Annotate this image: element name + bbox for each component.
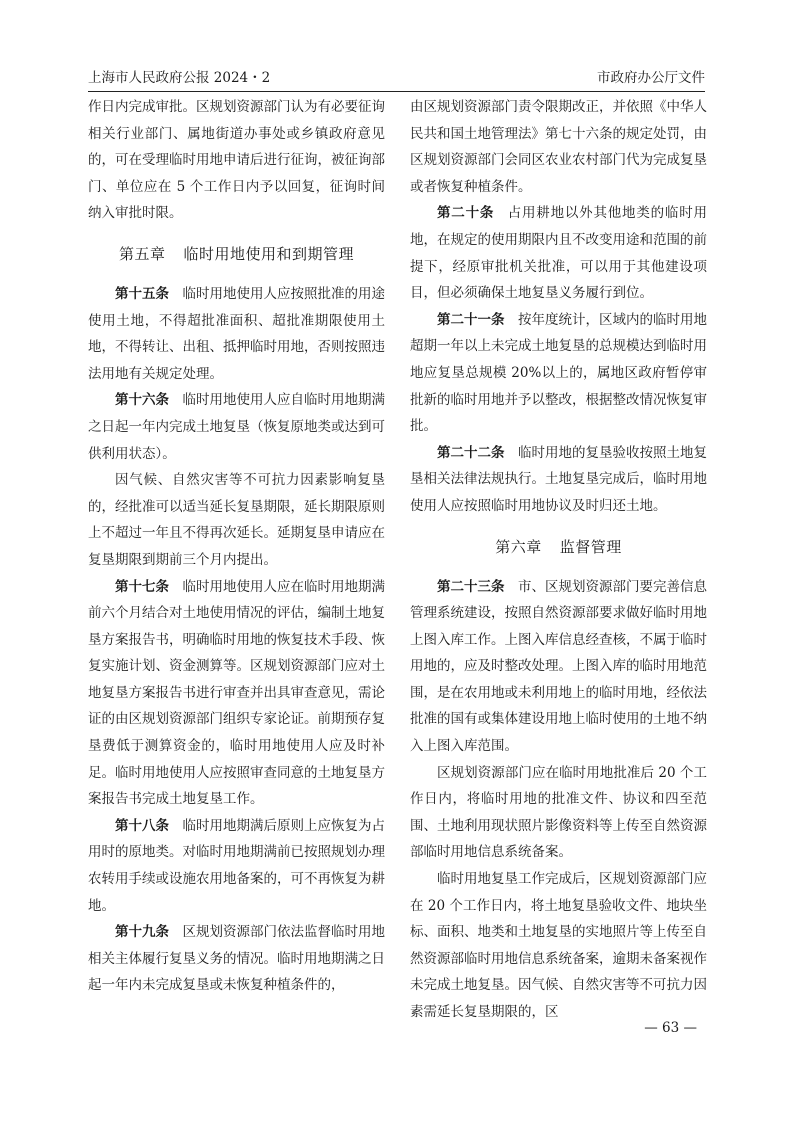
article-number: 第十六条 [115, 392, 169, 409]
paragraph-text: 因气候、自然灾害等不可抗力因素影响复垦的，经批准可以适当延长复垦期限，延长期限原则上不超过一年且不得再次延长。延期复垦申请应在复垦期限到期前三个月内提出。 [88, 472, 385, 568]
paragraph-text: 区规划资源部门应在临时用地批准后 20 个工作日内，将临时用地的批准文件、协议和四至范围、土地利用现状照片影像资料等上传至自然资源部临时用地信息系统备案。 [410, 764, 707, 861]
chapter-heading [410, 534, 707, 560]
article-number: 第十九条 [115, 924, 169, 941]
paragraph-text: 临时用地复垦工作完成后，区规划资源部门应在 20 个工作日内，将土地复垦验收文件、地块坐标、面积、地类和土地复垦的实地照片等上传至自然资源部临时用地信息系统备案，逾期未备案视作未完成土地复垦。因气候、自然灾害等不可抗力因素需延长复垦期限的，区 [410, 871, 707, 1020]
left-column [88, 94, 385, 999]
right-column [410, 94, 707, 1026]
paragraph [88, 94, 385, 227]
paragraph-text: 占用耕地以外其他地类的临时用地，在规定的使用期限内且不改变用途和范围的前提下，经原审批机关批准，可以用于其他建设项目，但必须确保土地复垦义务履行到位。 [410, 205, 708, 302]
paragraph-text: 临时用地使用人应自临时用地期满之日起一年内完成土地复垦（恢复原地类或达到可供利用状态）。 [88, 392, 385, 462]
paragraph-text: 按年度统计，区域内的临时用地超期一年以上未完成土地复垦的总规模达到临时用地应复垦总规模 20%以上的，属地区政府暂停审批新的临时用地并予以整改，根据整改情况恢复审批。 [410, 311, 707, 435]
paragraph-text: 区规划资源部门依法监督临时用地相关主体履行复垦义务的情况。临时用地期满之日起一年内未完成复垦或未恢复种植条件的， [88, 924, 385, 994]
article-number: 第二十三条 [437, 578, 505, 595]
article-paragraph [88, 813, 385, 919]
article-number: 第二十一条 [437, 311, 505, 328]
article-number: 第二十条 [437, 205, 495, 222]
article-paragraph [410, 574, 707, 760]
paragraph-text: 由区规划资源部门责令限期改正，并依照《中华人民共和国土地管理法》第七十六条的规定处罚，由区规划资源部门会同区农业农村部门代为完成复垦或者恢复种植条件。 [410, 99, 707, 195]
article-number: 第二十二条 [437, 444, 505, 461]
paragraph-text: 临时用地期满后原则上应恢复为占用时的原地类。对临时用地期满前已按照规划办理农转用手续或设施农用地备案的，可不再恢复为耕地。 [88, 817, 385, 914]
chapter-number: 第五章 [118, 244, 166, 263]
article-number: 第十七条 [115, 578, 169, 595]
paragraph-text: 市、区规划资源部门要完善信息管理系统建设，按照自然资源部要求做好临时用地上图入库工作。上图入库信息经查核，不属于临时用地的，应及时整改处理。上图入库的临时用地范围，是在农用地或未利用地上的临时用地，经依法批准的国有或集体建设用地上临时使用的土地不纳入上图入库范围。 [410, 578, 707, 755]
article-number: 第十五条 [115, 285, 169, 302]
chapter-title: 监督管理 [559, 537, 622, 556]
paragraph [410, 760, 707, 866]
article-paragraph [88, 387, 385, 467]
chapter-title: 临时用地使用和到期管理 [183, 244, 355, 263]
paragraph [410, 94, 707, 200]
paragraph [88, 467, 385, 573]
paragraph-text: 临时用地的复垦验收按照土地复垦相关法律法规执行。土地复垦完成后，临时用地使用人应按照临时用地协议及时归还土地。 [410, 444, 707, 514]
chapter-heading [88, 241, 385, 267]
article-paragraph [410, 200, 707, 306]
article-paragraph [88, 281, 385, 387]
article-number: 第十八条 [115, 817, 169, 834]
header-rule [88, 91, 705, 92]
paragraph-text: 作日内完成审批。区规划资源部门认为有必要征询相关行业部门、属地街道办事处或乡镇政府意见的，可在受理临时用地申请后进行征询，被征询部门、单位应在 5 个工作日内予以回复，征询时间纳入审批时限。 [88, 99, 385, 222]
page-number: — 63 — [644, 1020, 697, 1036]
article-paragraph [88, 574, 385, 813]
article-paragraph [88, 919, 385, 999]
paragraph-text: 临时用地使用人应在临时用地期满前六个月结合对土地使用情况的评估，编制土地复垦方案报告书，明确临时用地的恢复技术手段、恢复实施计划、资金测算等。区规划资源部门应对土地复垦方案报告书进行审查并出具审查意见，需论证的由区规划资源部门组织专家论证。前期预存复垦费低于测算资金的，临时用地使用人应及时补足。临时用地使用人应按照审查同意的土地复垦方案报告书完成土地复垦工作。 [88, 578, 385, 808]
chapter-number: 第六章 [495, 537, 542, 556]
article-paragraph [410, 440, 707, 520]
paragraph [410, 866, 707, 1026]
article-paragraph [410, 307, 707, 440]
running-header-section: 市政府办公厅文件 [597, 70, 705, 86]
running-header-title: 上海市人民政府公报 2024・2 [88, 70, 271, 86]
paragraph-text: 临时用地使用人应按照批准的用途使用土地，不得超批准面积、超批准期限使用土地，不得转让、出租、抵押临时用地，否则按照违法用地有关规定处理。 [88, 285, 385, 382]
